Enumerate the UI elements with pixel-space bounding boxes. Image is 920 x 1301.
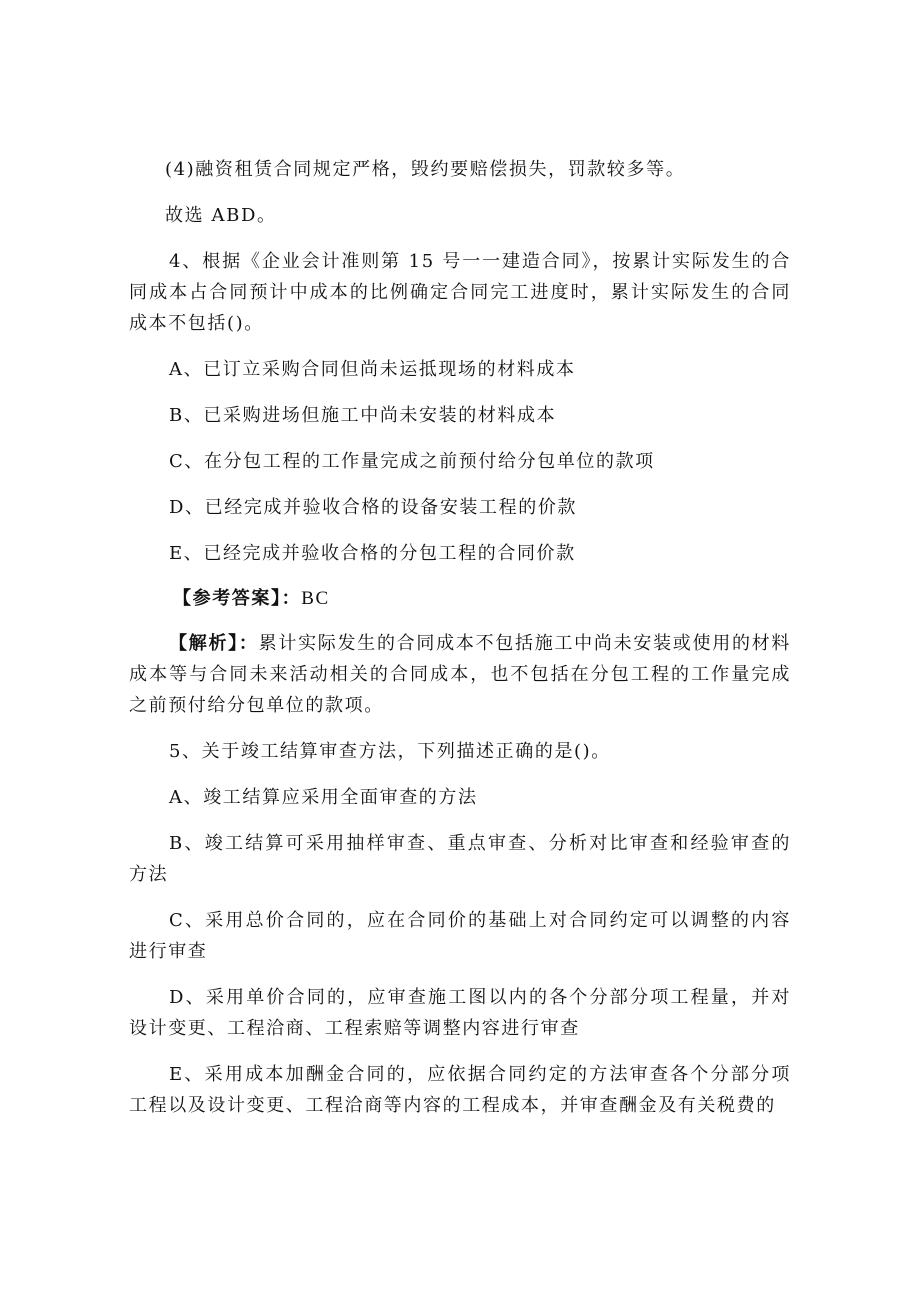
question-4-option-e: E、已经完成并验收合格的分包工程的合同价款 bbox=[169, 543, 576, 564]
question-4-option-b: B、已采购进场但施工中尚未安装的材料成本 bbox=[169, 405, 557, 426]
question-4-option-a: A、已订立采购合同但尚未运抵现场的材料成本 bbox=[169, 359, 576, 380]
paragraph-finance-lease-point-4: (4)融资租赁合同规定严格，毁约要赔偿损失，罚款较多等。 bbox=[165, 159, 686, 180]
analysis-text: 累计实际发生的合同成本不包括施工中尚未安装或使用的材料成本等与合同未来活动相关的合同成本，也不包括在分包工程的工作量完成之前预付给分包单位的款项。 bbox=[129, 633, 792, 716]
analysis-paragraph bbox=[129, 628, 791, 721]
question-5-option-b: B、竣工结算可采用抽样审查、重点审查、分析对比审查和经验审查的方法 bbox=[129, 833, 791, 885]
question-4-stem: 4、根据《企业会计准则第 15 号一一建造合同》，按累计实际发生的合同成本占合同预计中成本的比例确定合同完工进度时，累计实际发生的合同成本不包括()。 bbox=[129, 251, 791, 334]
reference-answer-value: BC bbox=[301, 588, 330, 609]
paragraph-choice-abd: 故选 ABD。 bbox=[165, 205, 277, 226]
reference-answer-label: 【参考答案】： bbox=[173, 588, 302, 609]
question-5-option-d: D、采用单价合同的，应审查施工图以内的各个分部分项工程量，并对设计变更、工程洽商、工程索赔等调整内容进行审查 bbox=[129, 987, 791, 1039]
question-5-stem: 5、关于竣工结算审查方法，下列描述正确的是()。 bbox=[169, 741, 611, 762]
analysis-label: 【解析】： bbox=[169, 633, 259, 654]
question-4-option-d: D、已经完成并验收合格的设备安装工程的价款 bbox=[169, 497, 578, 518]
reference-answer bbox=[129, 583, 791, 614]
question-4-option-c: C、在分包工程的工作量完成之前预付给分包单位的款项 bbox=[169, 451, 655, 472]
document-body bbox=[129, 154, 791, 1121]
question-5-option-a: A、竣工结算应采用全面审查的方法 bbox=[169, 787, 478, 808]
question-5-option-e: E、采用成本加酬金合同的，应依据合同约定的方法审查各个分部分项工程以及设计变更、工程洽商等内容的工程成本，并审查酬金及有关税费的 bbox=[129, 1064, 791, 1116]
question-5-option-c: C、采用总价合同的，应在合同价的基础上对合同约定可以调整的内容进行审查 bbox=[129, 910, 791, 962]
